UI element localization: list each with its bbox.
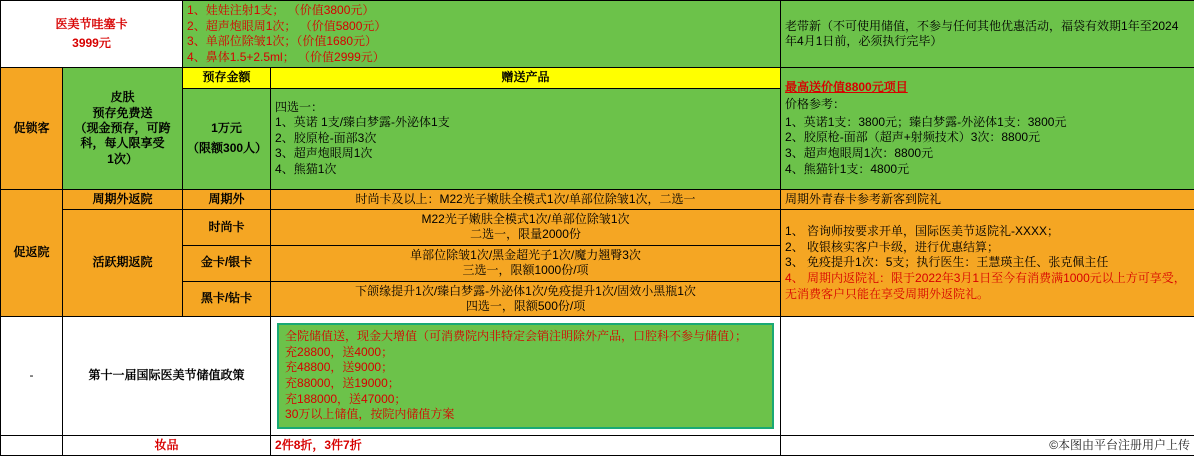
watermark: ©本图由平台注册用户上传 bbox=[781, 435, 1194, 455]
list-item: 3、 免疫提升1次：5支；执行医生：王慧瑛主任、张克佩主任 bbox=[785, 255, 1109, 270]
list-item: 4、鼻体1.5+2.5ml； （价值2999元） bbox=[187, 49, 385, 64]
subject-line: 科，每人限享受 bbox=[80, 136, 165, 151]
section-storage-title: 第十一届国际医美节储值政策 bbox=[63, 317, 271, 436]
content-line: 单部位除皱1次/黑金超光子1次/魔力翘臀3次 bbox=[410, 247, 641, 262]
section-acquire-label: 促锁客 bbox=[1, 68, 63, 189]
subject-line: 皮肤 bbox=[110, 90, 135, 105]
section-storage-label: - bbox=[1, 317, 63, 436]
storage-line: 充88000，送19000； bbox=[285, 376, 400, 391]
storage-line: 30万以上储值，按院内储值方案 bbox=[285, 407, 455, 422]
content-line: 四选一，限额500份/项 bbox=[465, 298, 586, 313]
list-item: 1、 咨询师按要求开单，国际医美节返院礼-XXXX； bbox=[785, 224, 1060, 239]
return-cat-0: 周期外返院 bbox=[63, 189, 183, 209]
list-item: 3、超声炮眼周1次 bbox=[275, 146, 373, 161]
section-cosmetics-label: 妆品 bbox=[63, 435, 271, 455]
package-title-cell bbox=[1, 1, 183, 68]
list-item: 3、超声炮眼周1次：8800元 bbox=[785, 145, 934, 160]
list-item: 3、单部位除皱1次；（价值1680元） bbox=[187, 34, 378, 49]
storage-line: 全院储值送，现金大增值（可消费院内非特定会销注明除外产品，口腔科不参与储值）； bbox=[285, 329, 748, 344]
list-item: 1、英诺1支：3800元；臻白梦露-外泌体1支：3800元 bbox=[785, 114, 1067, 129]
table-row bbox=[1, 210, 1194, 246]
right-subtitle: 价格参考： bbox=[785, 97, 846, 112]
package-note-cell: 老带新（不可使用储值，不参与任何其他优惠活动，福袋有效期1年至2024年4月1日前，必须执行完毕） bbox=[781, 1, 1194, 68]
table-row bbox=[1, 1, 1194, 68]
return-sub-0: 周期外 bbox=[183, 189, 271, 209]
storage-line: 充188000，送47000； bbox=[285, 391, 407, 406]
return-content-2 bbox=[271, 245, 781, 281]
return-right-notes bbox=[781, 210, 1194, 317]
header-gift: 赠送产品 bbox=[271, 68, 781, 88]
return-content-3 bbox=[271, 281, 781, 317]
package-price: 3999元 bbox=[72, 36, 111, 51]
storage-policy-box bbox=[277, 323, 774, 429]
return-right-0: 周期外青春卡参考新客到院礼 bbox=[781, 189, 1194, 209]
subject-line: （现金预存，可跨 bbox=[74, 120, 171, 135]
amount-value: 1万元 bbox=[211, 121, 242, 136]
content-line: M22光子嫩肤全模式1次/单部位除皱1次 bbox=[421, 212, 630, 227]
return-sub-3: 黑卡/钻卡 bbox=[183, 281, 271, 317]
list-item: 2、胶原枪-面部（超声+射频技术）3次：8800元 bbox=[785, 130, 1041, 145]
list-item: 1、英诺 1支/臻白梦露-外泌体1支 bbox=[275, 115, 450, 130]
section-storage-content-cell bbox=[271, 317, 781, 436]
acquire-gift-cell bbox=[271, 88, 781, 189]
table-row bbox=[1, 189, 1194, 209]
return-cat-1: 活跃期返院 bbox=[63, 210, 183, 317]
list-item: 4、 周期内返院礼：限于2022年3月1日至今有消费满1000元以上方可享受，无消费客户只能在享受周期外返院礼。 bbox=[785, 270, 1186, 301]
storage-line: 充48800，送9000； bbox=[285, 360, 394, 375]
table-row bbox=[1, 68, 1194, 88]
header-amount: 预存金额 bbox=[183, 68, 271, 88]
list-item: 4、熊猫针1支：4800元 bbox=[785, 161, 910, 176]
section-acquire-subject bbox=[63, 68, 183, 189]
cosmetics-blank-left bbox=[1, 435, 63, 455]
return-content-0: 时尚卡及以上：M22光子嫩肤全模式1次/单部位除皱1次，二选一 bbox=[271, 189, 781, 209]
subject-line: 1次） bbox=[107, 151, 138, 166]
subject-line: 预存免费送 bbox=[92, 105, 153, 120]
section-return-label: 促返院 bbox=[1, 189, 63, 317]
acquire-amount-cell bbox=[183, 88, 271, 189]
list-item: 4、熊猫1次 bbox=[275, 162, 337, 176]
return-sub-1: 时尚卡 bbox=[183, 210, 271, 246]
gift-title: 四选一： bbox=[275, 99, 324, 114]
list-item: 2、超声炮眼周1次； （价值5800元） bbox=[187, 18, 387, 33]
return-sub-2: 金卡/银卡 bbox=[183, 245, 271, 281]
acquire-right-cell bbox=[781, 68, 1194, 189]
table-row bbox=[1, 317, 1194, 436]
content-line: 下颌缘提升1次/臻白梦露-外泌体1次/免疫提升1次/固效小黑瓶1次 bbox=[355, 283, 696, 298]
content-line: 三选一，限额1000份/项 bbox=[462, 263, 589, 278]
list-item: 2、 收银核实客户卡级，进行优惠结算； bbox=[785, 239, 1000, 254]
package-title: 医美节哇塞卡 bbox=[55, 16, 128, 31]
package-items-cell bbox=[183, 1, 781, 68]
amount-limit: （限额300人） bbox=[187, 140, 268, 155]
right-title: 最高送价值8800元项目 bbox=[785, 80, 908, 94]
list-item: 2、胶原枪-面部3次 bbox=[275, 130, 377, 145]
storage-right-blank bbox=[781, 317, 1194, 436]
list-item: 1、娃娃注射1支； （价值3800元） bbox=[187, 3, 375, 17]
return-content-1 bbox=[271, 210, 781, 246]
content-line: 二选一，限量2000份 bbox=[470, 227, 581, 242]
storage-line: 充28800，送4000； bbox=[285, 344, 394, 359]
section-cosmetics-content: 2件8折，3件7折 bbox=[271, 435, 781, 455]
table-row bbox=[1, 435, 1194, 455]
